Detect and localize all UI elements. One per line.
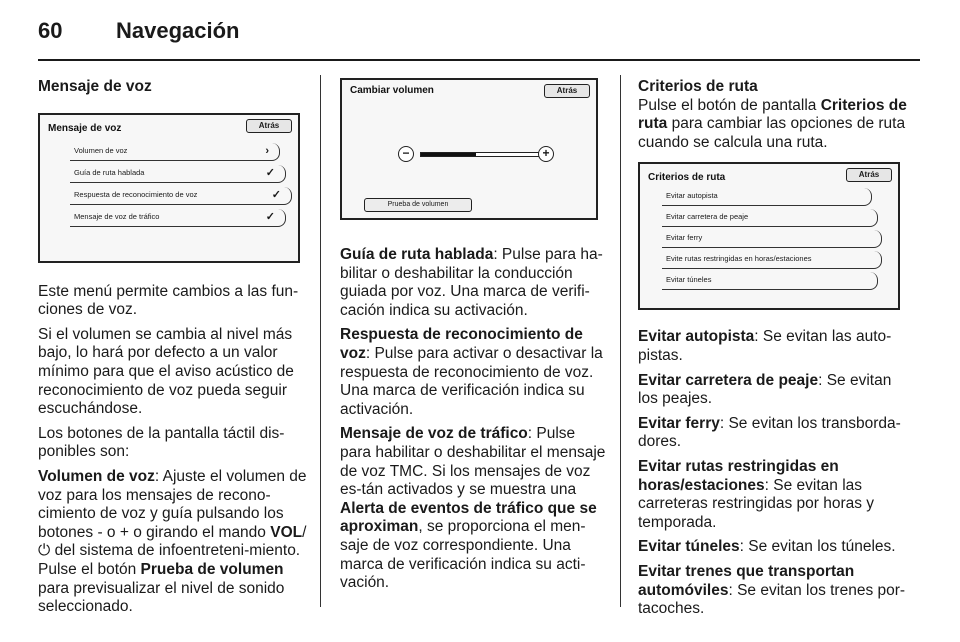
screen-menu-item-label: Guía de ruta hablada [74,167,145,177]
paragraph [638,372,910,409]
paragraph [340,425,608,592]
volume-slider-fill [421,153,476,156]
screen-menu-item-label: Evitar túneles [666,275,712,285]
term: VOL [270,523,303,541]
paragraph [340,246,608,320]
paragraph: Si el volumen se cambia al nivel más bajo, lo hará por defecto a un valor mínimo para que el aviso acústico de reconocimiento de voz pueda seguir escuchándose. [38,325,294,418]
page-number: 60 [38,18,63,43]
plus-icon: + [538,146,554,162]
paragraph [638,538,910,557]
term: Guía de ruta hablada [340,246,494,263]
paragraph [638,328,910,365]
screen-menu-item [662,230,882,248]
term: Criterios de ruta [638,96,907,133]
term: Alerta de eventos de tráfico que se aproximan [340,499,597,536]
screen-title: Criterios de ruta [648,172,726,184]
term: Volumen de voz [38,467,155,485]
chevron-right-icon: › [265,144,269,157]
text-span: : Se evitan los transborda-dores. [638,414,901,451]
screen-menu-item-label: Evitar carretera de peaje [666,212,749,222]
section-heading-route: Criterios de ruta [638,78,758,95]
term: Prueba de volumen [140,560,284,578]
screen-menu-item [662,188,872,206]
screen-menu-item-label: Evite rutas restringidas en horas/estaciones [666,254,812,264]
column-2 [340,246,608,599]
term: Evitar túneles [638,538,740,556]
screen-menu-item [662,209,878,227]
text-span: : Pulse para ha-bilitar o deshabilitar la conducción guiada por voz. Una marca de verifi-cación indica su activación. [340,246,603,319]
column-1 [38,78,308,623]
back-button: Atrás [846,168,892,182]
screen-menu-item [70,143,280,161]
screen-menu-item-label: Evitar ferry [666,233,703,243]
text-span: : Se evitan los peajes. [638,371,892,408]
paragraph [638,97,910,153]
text-span: : Se evitan las auto-pistas. [638,328,892,364]
paragraph: Este menú permite cambios a las fun-ciones de voz. [38,282,299,319]
test-volume-button: Prueba de volumen [364,198,472,212]
checkmark-icon: ✓ [265,210,275,223]
screen-menu-item [662,251,882,269]
voice-menu-screenshot [38,113,300,263]
term: Evitar trenes que transportan automóviles [638,562,855,599]
screen-menu-item [70,165,286,183]
text-span: : Pulse para habilitar o deshabilitar el mensaje de voz TMC. Si los mensajes de voz es-tán activados y se muestra una [340,425,606,499]
change-volume-screenshot [340,78,598,220]
back-button: Atrás [544,84,590,98]
minus-icon: − [398,146,414,162]
volume-slider [420,152,544,157]
paragraph [638,458,910,532]
section-heading-voice: Mensaje de voz [38,78,152,95]
paragraph [638,563,910,619]
page-title: Navegación [116,18,240,43]
term: Evitar ferry [638,414,720,432]
text-span: para cambiar las opciones de ruta cuando se calcula una ruta. [638,115,906,151]
text-span: : Se evitan las carreteras restringidas por horas y temporada. [638,476,875,531]
screen-title: Mensaje de voz [48,122,122,134]
term: Evitar autopista [638,328,755,346]
column-3 [638,78,910,625]
column-divider-2 [620,75,621,607]
text-span: : Se evitan los túneles. [739,538,896,556]
term: Respuesta de reconocimiento de voz [340,326,583,362]
paragraph [340,326,608,419]
text-span: , se proporciona el men-saje de voz correspondiente. Una marca de verificación indica su acti-vación. [340,518,586,592]
screen-menu-item-label: Evitar autopista [666,191,718,201]
screen-title: Cambiar volumen [350,85,434,96]
screen-menu-item [70,209,286,227]
term: Evitar carretera de peaje [638,371,819,389]
header-rule [38,59,920,61]
screen-menu-item [70,187,292,205]
text-span: /⏻ del sistema de infoentreteni-miento. Pulse el botón [38,523,307,578]
screen-menu-item-label: Mensaje de voz de tráfico [74,211,160,221]
term: Mensaje de voz de tráfico [340,425,528,443]
paragraph: Los botones de la pantalla táctil dis-ponibles son: [38,424,285,461]
term: Evitar rutas restringidas en horas/estaciones [638,457,839,494]
text-span: : Se evitan los trenes por-tacoches. [638,581,906,618]
paragraph [638,415,910,452]
text-span: : Ajuste el volumen de voz para los mensajes de recono-cimiento de voz y guía pulsando los botones - o + o girando el mando [38,467,307,541]
page-header [38,18,918,54]
screen-menu-item-label: Respuesta de reconocimiento de voz [74,189,198,199]
screen-menu-item [662,272,878,290]
back-button: Atrás [246,119,292,133]
text-span: para previsualizar el nivel de sonido seleccionado. [38,579,285,616]
screen-menu-item-label: Volumen de voz [74,145,128,155]
text-span: Pulse el botón de pantalla [638,96,821,114]
checkmark-icon: ✓ [265,166,275,179]
paragraph [38,468,308,617]
route-criteria-screenshot [638,162,900,310]
text-span: : Pulse para activar o desactivar la respuesta de reconocimiento de voz. Una marca de verificación indica su activación. [340,344,603,418]
checkmark-icon: ✓ [271,188,281,201]
column-divider-1 [320,75,321,607]
